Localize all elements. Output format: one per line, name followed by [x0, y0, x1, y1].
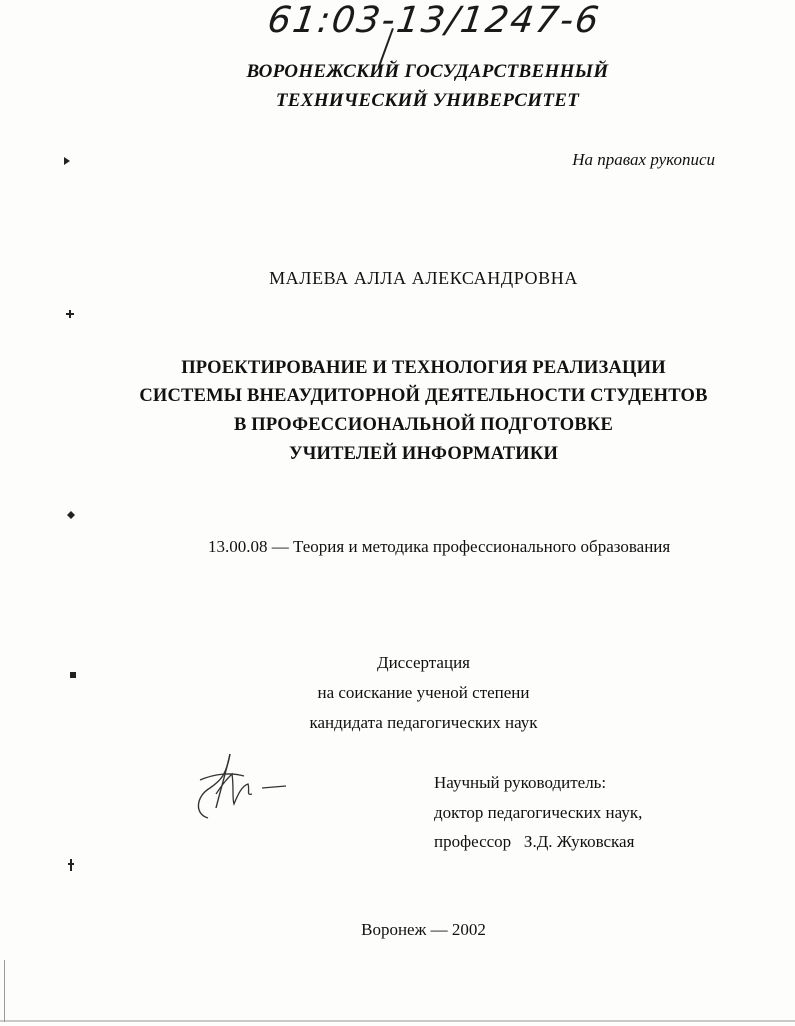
margin-mark-3 — [66, 510, 76, 520]
scan-left-edge — [4, 960, 5, 1022]
city-year: Воронеж — 2002 — [361, 920, 486, 939]
university-name-line2: ТЕХНИЧЕСКИЙ УНИВЕРСИТЕТ — [275, 90, 580, 111]
title-line3: В ПРОФЕССИОНАЛЬНОЙ ПОДГОТОВКЕ — [233, 415, 614, 435]
margin-mark-5 — [66, 858, 76, 872]
dissertation-line3: кандидата педагогических наук — [309, 713, 538, 732]
title-line4: УЧИТЕЛЕЙ ИНФОРМАТИКИ — [288, 444, 559, 464]
rights-note: На правах рукописи — [572, 150, 715, 169]
archive-code-handwritten: 61:03-13/1247-6 — [265, 0, 604, 41]
margin-mark-1 — [62, 156, 72, 166]
scan-bottom-edge — [0, 1020, 795, 1022]
specialty-code: 13.00.08 — Теория и методика профессионального образования — [208, 537, 671, 556]
author-name: МАЛЕВА АЛЛА АЛЕКСАНДРОВНА — [269, 268, 578, 288]
dissertation-line1: Диссертация — [376, 653, 470, 672]
supervisor-degree: доктор педагогических наук, — [434, 803, 643, 822]
title-line1: ПРОЕКТИРОВАНИЕ И ТЕХНОЛОГИЯ РЕАЛИЗАЦИИ — [181, 358, 666, 378]
supervisor-name: профессор З.Д. Жуковская — [434, 832, 635, 851]
margin-mark-2 — [64, 308, 76, 320]
dissertation-line2: на соискание ученой степени — [317, 683, 530, 702]
signature-scribble — [186, 748, 296, 823]
supervisor-label: Научный руководитель: — [434, 773, 607, 792]
margin-mark-4 — [68, 670, 78, 680]
title-line2: СИСТЕМЫ ВНЕАУДИТОРНОЙ ДЕЯТЕЛЬНОСТИ СТУДЕНТОВ — [139, 386, 708, 406]
university-name-line1: ВОРОНЕЖСКИЙ ГОСУДАРСТВЕННЫЙ — [246, 61, 609, 82]
